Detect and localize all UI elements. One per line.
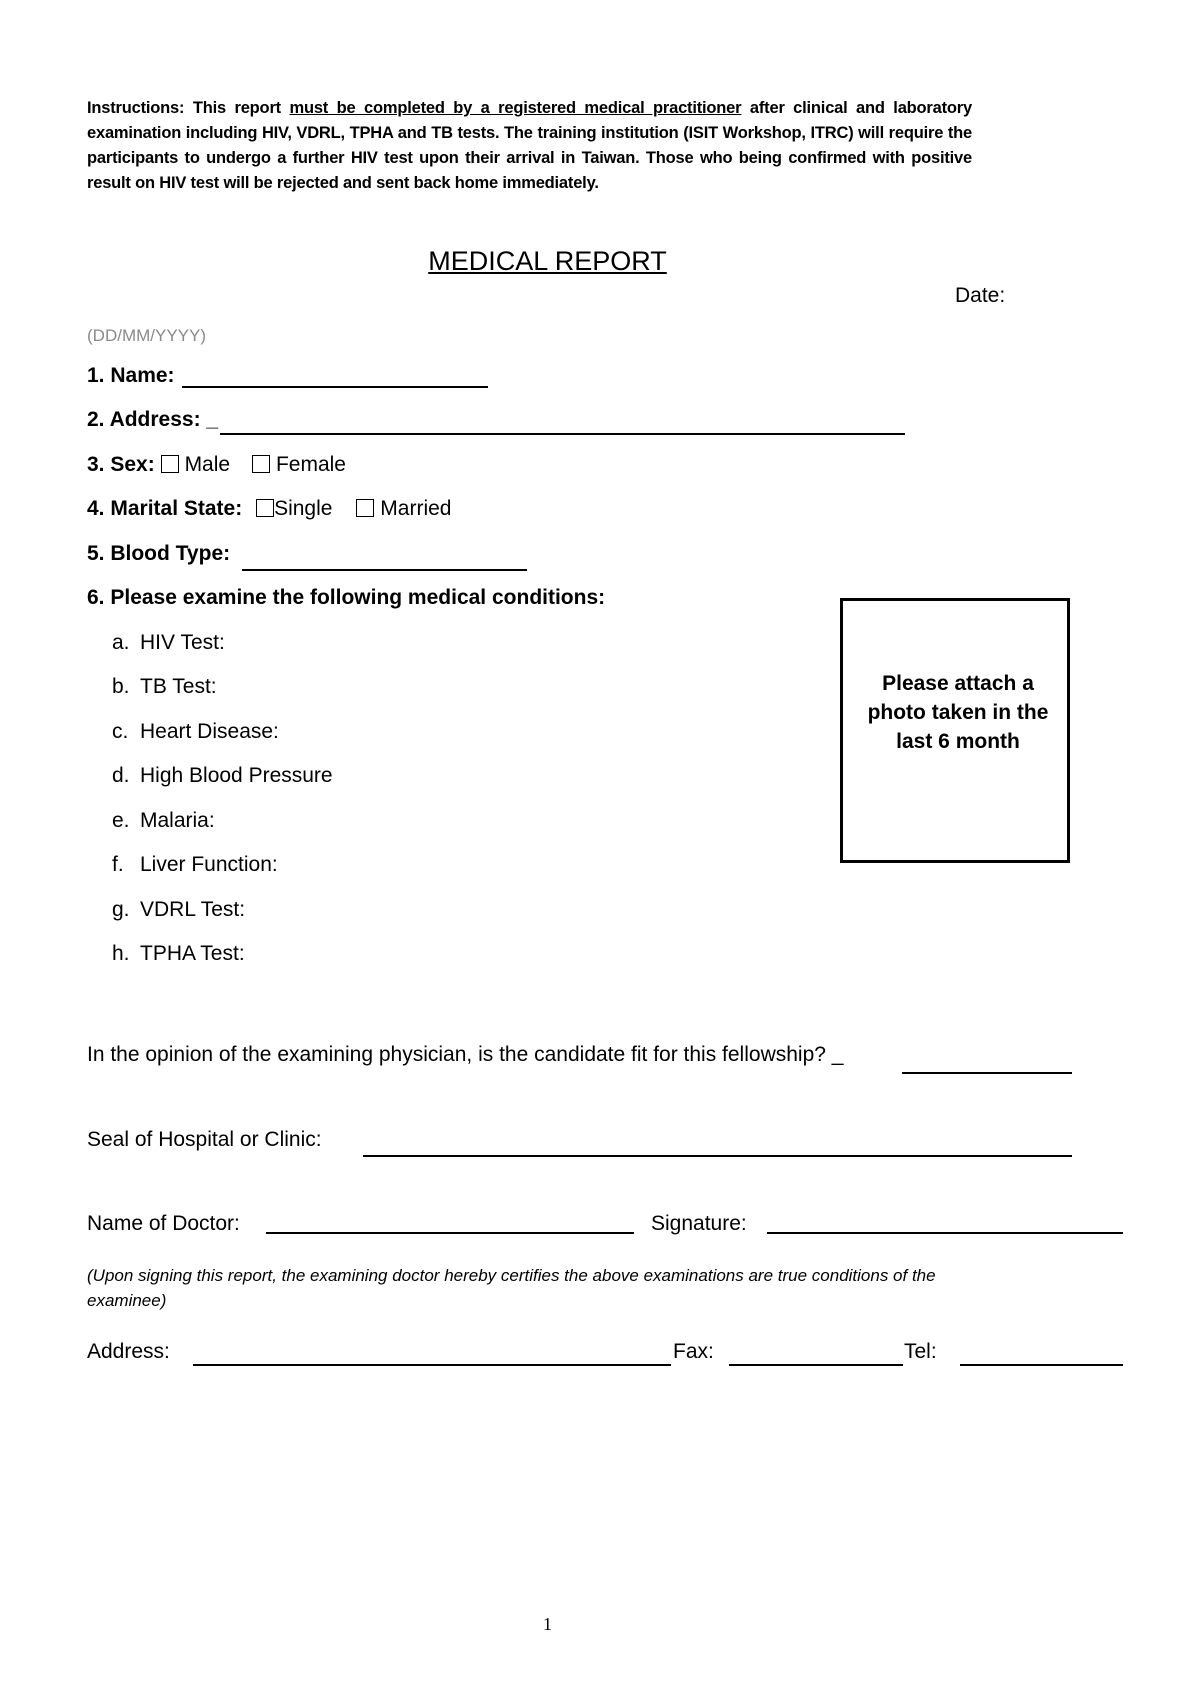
doctor-name-label: Name of Doctor: xyxy=(87,1212,240,1235)
conditions-heading: 6. Please examine the following medical conditions: xyxy=(87,586,606,609)
sex-row xyxy=(87,453,346,477)
name-label: 1. Name: xyxy=(87,364,175,387)
opinion-question: In the opinion of the examining physician, is the candidate fit for this fellowship? _ xyxy=(87,1043,844,1066)
marital-row xyxy=(87,497,451,521)
condition-item: f. Liver Function: xyxy=(112,853,278,876)
tel-label: Tel: xyxy=(904,1340,937,1363)
opinion-field[interactable] xyxy=(902,1072,1072,1074)
seal-field[interactable] xyxy=(363,1155,1072,1157)
doctor-name-field[interactable] xyxy=(266,1232,634,1234)
name-field[interactable] xyxy=(182,386,488,388)
address-field[interactable] xyxy=(220,433,905,435)
address-label: 2. Address: _ xyxy=(87,408,219,431)
condition-item: d. High Blood Pressure xyxy=(112,764,333,787)
doctor-address-label: Address: xyxy=(87,1340,170,1363)
condition-item: b. TB Test: xyxy=(112,675,217,698)
date-format-hint: (DD/MM/YYYY) xyxy=(87,326,206,345)
fax-field[interactable] xyxy=(729,1364,903,1366)
condition-item: a. HIV Test: xyxy=(112,631,225,654)
instructions-underlined: must be completed by a registered medical practitioner xyxy=(289,99,742,117)
sex-label: 3. Sex: xyxy=(87,453,155,476)
signature-label: Signature: xyxy=(651,1212,747,1235)
female-checkbox[interactable] xyxy=(252,455,270,473)
single-checkbox[interactable] xyxy=(256,499,274,517)
married-checkbox[interactable] xyxy=(356,499,374,517)
blood-type-field[interactable] xyxy=(242,569,527,571)
photo-box-text: Please attach a photo taken in the last 6 month xyxy=(867,672,1049,753)
instructions-suffix: after clinical and laboratory examination including HIV, VDRL, TPHA and TB tests. The training institution (ISIT Workshop, ITRC) will require the participants to undergo a further HIV test upon their arrival in Taiwan. Those who being confirmed with positive result on HIV test will be rejected and sent back home immediately. xyxy=(87,99,972,192)
instructions-prefix: Instructions: This report xyxy=(87,99,290,117)
blood-type-label: 5. Blood Type: xyxy=(87,542,231,565)
page-title: MEDICAL REPORT xyxy=(428,246,667,276)
seal-label: Seal of Hospital or Clinic: xyxy=(87,1128,322,1151)
signature-field[interactable] xyxy=(767,1232,1123,1234)
instructions-paragraph xyxy=(87,96,972,196)
photo-box[interactable] xyxy=(840,598,1070,863)
certification-note: (Upon signing this report, the examining doctor hereby certifies the above examinations are true conditions of the examinee) xyxy=(87,1266,936,1310)
condition-item: c. Heart Disease: xyxy=(112,720,279,743)
sex-option-male[interactable]: Male xyxy=(161,453,231,476)
condition-item: h. TPHA Test: xyxy=(112,942,245,965)
male-checkbox[interactable] xyxy=(161,455,179,473)
marital-option-single[interactable]: Single xyxy=(256,497,332,520)
sex-option-female[interactable]: Female xyxy=(252,453,346,476)
date-label: Date: xyxy=(955,284,1006,307)
marital-label: 4. Marital State: xyxy=(87,497,243,520)
fax-label: Fax: xyxy=(673,1340,714,1363)
condition-item: e. Malaria: xyxy=(112,809,215,832)
marital-option-married[interactable]: Married xyxy=(356,497,451,520)
condition-item: g. VDRL Test: xyxy=(112,898,246,921)
doctor-address-field[interactable] xyxy=(193,1364,671,1366)
page-number: 1 xyxy=(543,1614,552,1634)
tel-field[interactable] xyxy=(960,1364,1123,1366)
